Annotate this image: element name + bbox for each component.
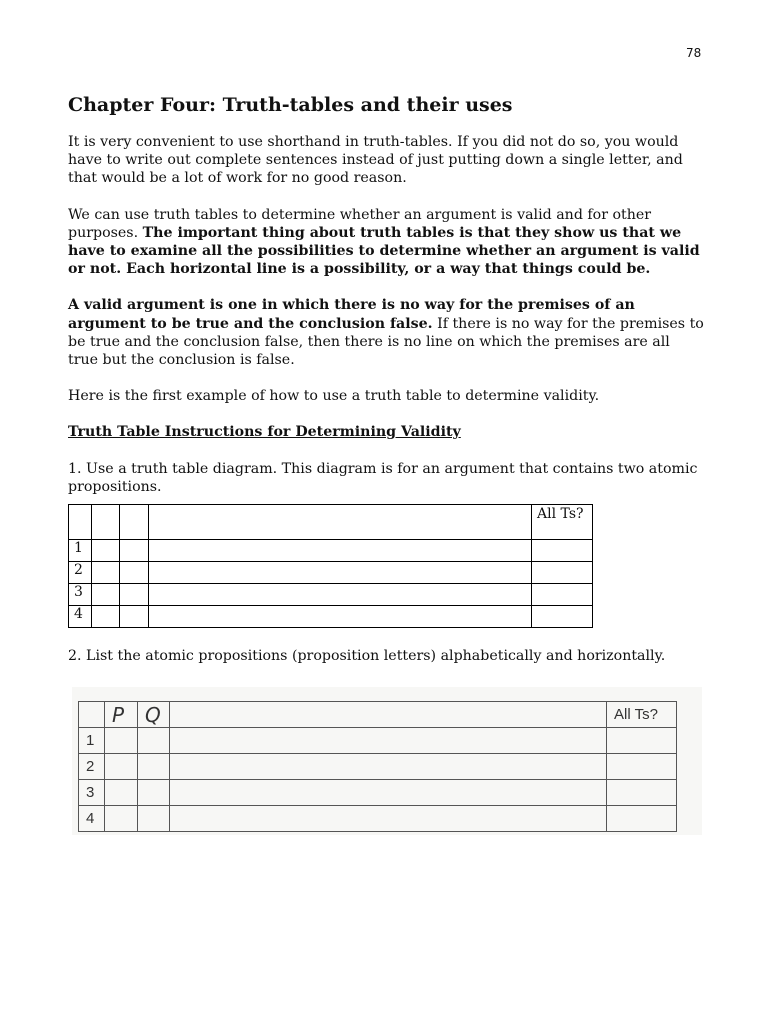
row-number: 3	[79, 780, 105, 806]
table-row	[79, 780, 677, 806]
table-header-row	[79, 702, 677, 728]
table-row	[79, 806, 677, 832]
table-row	[79, 728, 677, 754]
row-number: 1	[69, 540, 92, 562]
paragraph-truth-tables-text: We can use truth tables to determine whether an argument is valid and for other purposes.	[68, 206, 652, 241]
row-number: 1	[79, 728, 105, 754]
table-header-cell	[69, 505, 92, 540]
valid-argument-explanation: If there is no way for the premises to be true and the conclusion false, then there is no line on which the premises are all true but the conclusion is false.	[68, 315, 704, 369]
paragraph-first-example: Here is the first example of how to use a truth table to determine validity.	[68, 388, 600, 405]
table-row	[69, 562, 593, 584]
chapter-title: Chapter Four: Truth-tables and their uses	[68, 94, 513, 116]
truth-table-blank	[68, 504, 593, 628]
proposition-p: P	[104, 702, 137, 728]
paragraph-valid-argument	[68, 296, 704, 369]
step-1-text: 1. Use a truth table diagram. This diagram is for an argument that contains two atomic propositions.	[68, 460, 698, 495]
row-number: 4	[79, 806, 105, 832]
table-header-row	[69, 505, 593, 540]
all-ts-header: All Ts?	[607, 702, 677, 728]
proposition-q: Q	[137, 702, 169, 728]
document-body	[68, 93, 704, 835]
scanned-truth-table-image	[72, 687, 702, 835]
table-row	[79, 754, 677, 780]
section-heading: Truth Table Instructions for Determining Validity	[68, 424, 461, 441]
table-header-cell	[169, 702, 606, 728]
table-header-cell	[91, 505, 119, 540]
table-header-cell	[79, 702, 105, 728]
row-number: 2	[79, 754, 105, 780]
row-number: 3	[69, 584, 92, 606]
valid-argument-definition: A valid argument is one in which there is no way for the premises of an argument to be true and the conclusion false.	[68, 297, 635, 332]
all-ts-header: All Ts?	[532, 505, 593, 540]
table-row	[69, 540, 593, 562]
table-row	[69, 606, 593, 628]
step-2-text: 2. List the atomic propositions (proposition letters) alphabetically and horizontally.	[68, 648, 666, 665]
page-number: 78	[686, 46, 702, 60]
paragraph-shorthand: It is very convenient to use shorthand in truth-tables. If you did not do so, you would have to write out complete sentences instead of just putting down a single letter, and that would be a lot of work for no good reason.	[68, 134, 683, 187]
paragraph-truth-tables	[68, 206, 704, 279]
paragraph-truth-tables-bold: The important thing about truth tables is that they show us that we have to examine all the possibilities to determine whether an argument is valid or not. Each horizontal line is a possibility, or a way that things could be.	[68, 224, 700, 278]
table-header-cell	[148, 505, 531, 540]
table-row	[69, 584, 593, 606]
row-number: 2	[69, 562, 92, 584]
truth-table-with-letters	[78, 701, 677, 832]
table-header-cell	[119, 505, 148, 540]
row-number: 4	[69, 606, 92, 628]
